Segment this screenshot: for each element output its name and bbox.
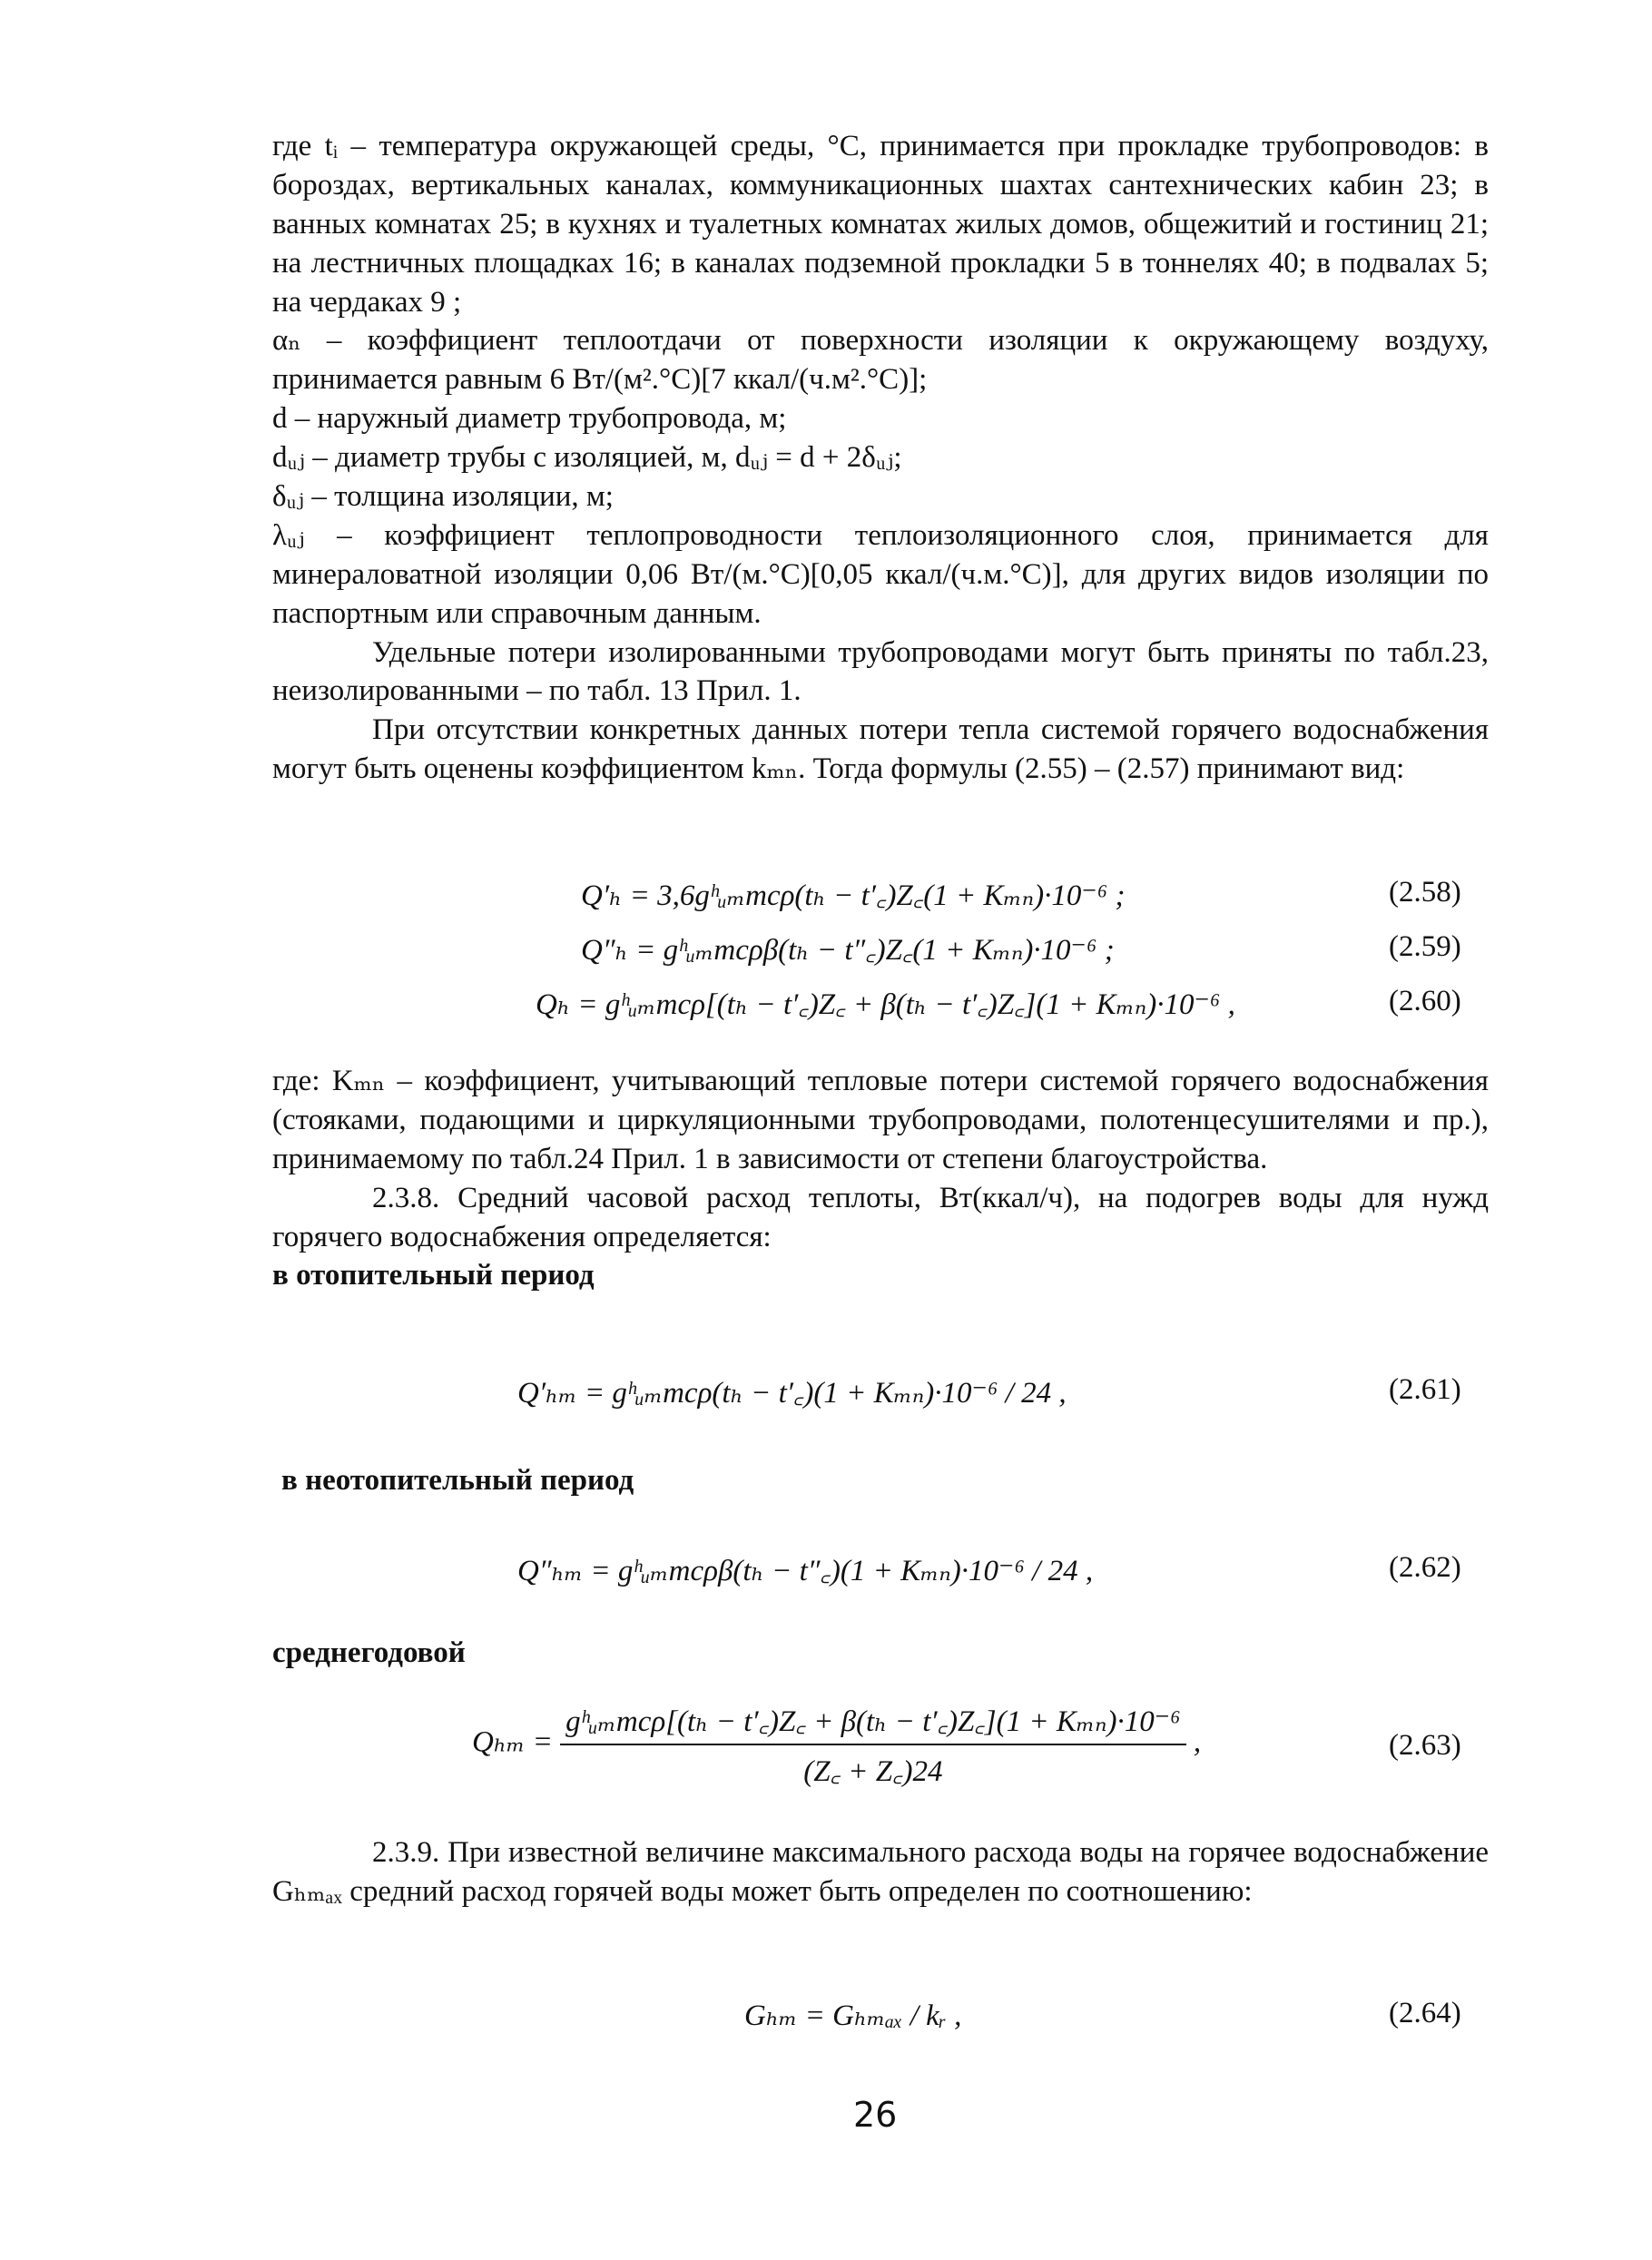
equation-2-63-fraction <box>560 1699 1186 1790</box>
equation-2-64: Gₕₘ = Gₕₘₐₓ / kᵣ , <box>744 2000 962 2032</box>
equation-number-2-61: (2.61) <box>1389 1373 1461 1406</box>
equation-number-2-62: (2.62) <box>1389 1551 1461 1584</box>
paragraph-2-3-9: 2.3.9. При известной величине максимального расхода воды на горячее водоснабжение Gₕₘₐₓ средний расход горячей воды может быть определен по соотношению: <box>272 1836 1489 1908</box>
equation-number-2-64: (2.64) <box>1389 1997 1461 2029</box>
equation-2-63 <box>472 1699 1201 1790</box>
equation-2-63-lhs: Qₕₘ = <box>472 1725 553 1759</box>
equation-2-63-tail: , <box>1193 1725 1202 1759</box>
paragraph-2-3-8: 2.3.8. Средний часовой расход теплоты, Вт(ккал/ч), на подогрев воды для нужд горячего водоснабжения определяется: <box>272 1181 1489 1253</box>
label-annual-average: среднегодовой <box>272 1636 466 1669</box>
equation-2-61: Q′ₕₘ = gʰᵤₘmcρ(tₕ − t′꜀)(1 + Kₘₙ)·10⁻⁶ / 24 , <box>517 1377 1067 1410</box>
paragraph-insulation-thickness: δᵤⱼ – толщина изоляции, м; <box>272 480 614 514</box>
equation-2-62: Q″ₕₘ = gʰᵤₘmcρβ(tₕ − t″꜀)(1 + Kₘₙ)·10⁻⁶ / 24 , <box>517 1555 1094 1587</box>
paragraph-kmn-definition: где: Kₘₙ – коэффициент, учитывающий тепловые потери системой горячего водоснабжения (стояками, подающими и циркуляционными трубопроводами, полотенцесушителями и пр.), принимаемому по табл.24 Прил. 1 в зависимости от степени благоустройства. <box>272 1065 1489 1175</box>
paragraph-outer-diameter: d – наружный диаметр трубопровода, м; <box>272 402 787 436</box>
paragraph-thermal-conductivity: λᵤⱼ – коэффициент теплопроводности теплоизоляционного слоя, принимается для минераловатной изоляции 0,06 Вт/(м.°С)[0,05 ккал/(ч.м.°С)], для других видов изоляции по паспортным или справочным данным. <box>272 518 1489 630</box>
text-block-1 <box>272 127 1489 789</box>
text-block-3 <box>272 1833 1489 1911</box>
equation-number-2-58: (2.58) <box>1389 876 1461 909</box>
equation-2-63-numerator: gʰᵤₘmcρ[(tₕ − t′꜀)Z꜀ + β(tₕ − t′꜀)Z꜀](1 + Kₘₙ)·10⁻⁶ <box>560 1699 1186 1745</box>
paragraph-insulated-diameter: dᵤⱼ – диаметр трубы с изоляцией, м, dᵤⱼ = d + 2δᵤⱼ; <box>272 441 902 475</box>
equation-number-2-60: (2.60) <box>1389 985 1461 1017</box>
label-non-heating-period: в неотопительный период <box>281 1464 634 1497</box>
equation-2-63-denominator: (Z꜀ + Z꜀)24 <box>803 1755 943 1788</box>
equation-number-2-59: (2.59) <box>1389 930 1461 963</box>
paragraph-specific-losses: Удельные потери изолированными трубопроводами могут быть приняты по табл.23, неизолированными – по табл. 13 Прил. 1. <box>272 635 1489 708</box>
equation-2-59: Q″ₕ = gʰᵤₘmcρβ(tₕ − t″꜀)Z꜀(1 + Kₘₙ)·10⁻⁶ ; <box>581 934 1115 967</box>
equation-2-58: Q′ₕ = 3,6gʰᵤₘmcρ(tₕ − t′꜀)Z꜀(1 + Kₘₙ)·10⁻⁶ ; <box>581 879 1126 912</box>
paragraph-heat-transfer-coefficient: αₙ – коэффициент теплоотдачи от поверхности изоляции к окружающему воздуху, принимается равным 6 Вт/(м².°С)[7 ккал/(ч.м².°С)]; <box>272 324 1489 397</box>
label-heating-period: в отопительный период <box>272 1259 595 1292</box>
paragraph-ambient-temperature: где tᵢ – температура окружающей среды, °С, принимается при прокладке трубопроводов: в бороздах, вертикальных каналах, коммуникационных шахтах сантехнических кабин 23; в ванных комнатах 25; в кухнях и туалетных комнатах жилых домов, общежитий и гостиниц 21; на лестничных площадках 16; в каналах подземной прокладки 5 в тоннелях 40; в подвалах 5; на чердаках 9 ; <box>272 130 1489 319</box>
text-block-2 <box>272 1062 1489 1295</box>
equation-2-60: Qₕ = gʰᵤₘmcρ[(tₕ − t′꜀)Z꜀ + β(tₕ − t′꜀)Z꜀](1 + Kₘₙ)·10⁻⁶ , <box>536 988 1235 1021</box>
equation-number-2-63: (2.63) <box>1389 1729 1461 1762</box>
paragraph-no-data: При отсутствии конкретных данных потери тепла системой горячего водоснабжения могут быть оценены коэффициентом kₘₙ. Тогда формулы (2.55) – (2.57) принимают вид: <box>272 713 1489 786</box>
page-number: 26 <box>853 2095 898 2135</box>
